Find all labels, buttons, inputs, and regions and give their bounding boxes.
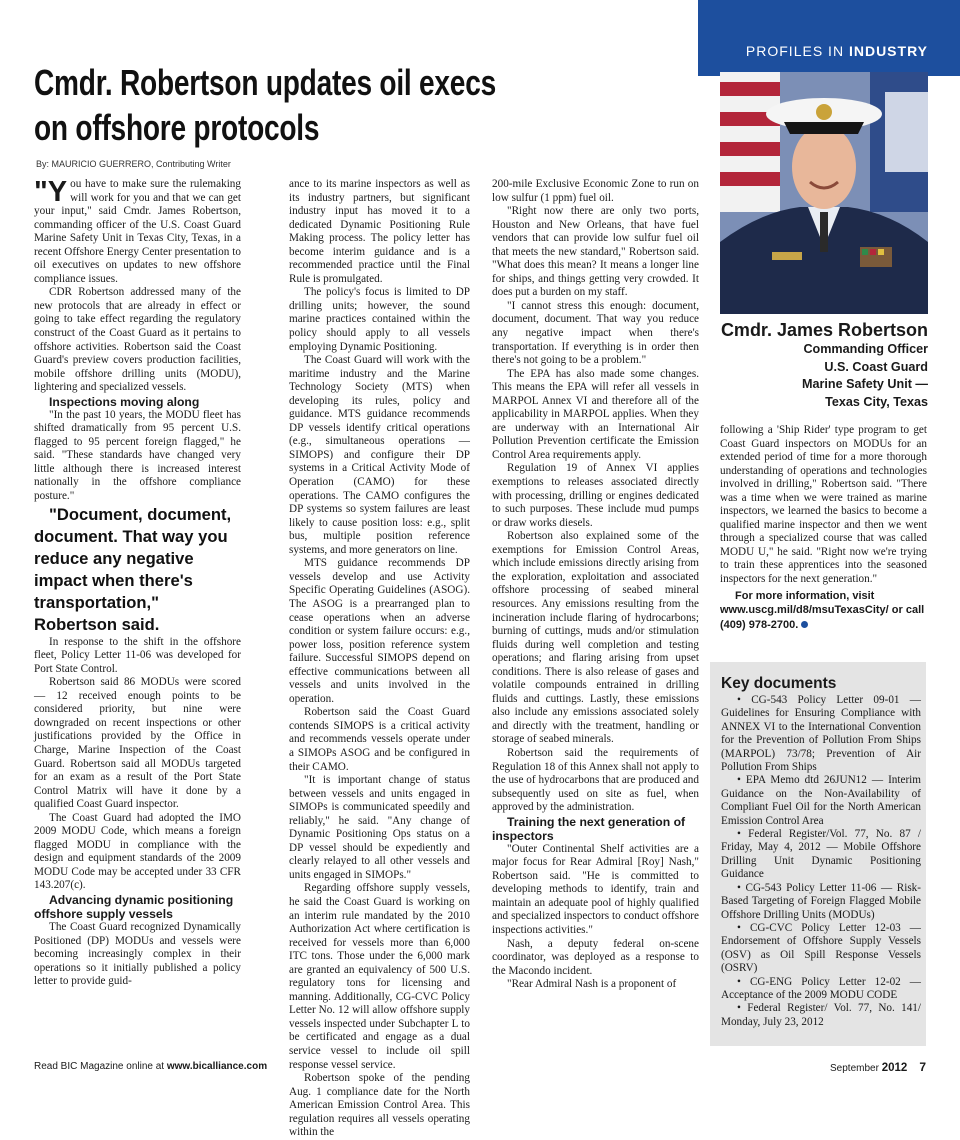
subheading: Training the next generation of inspectors (492, 814, 686, 843)
paragraph: "Outer Continental Shelf activities are a major focus for Rear Admiral [Roy] Nash," Robertson said. "He is committed to developing methods to identify, train and maintain an adequate pool of highly qualified and specialized inspectors to conduct offshore inspections activities." (492, 842, 699, 936)
paragraph: In response to the shift in the offshore fleet, Policy Letter 11-06 was developed for Port State Control. (34, 635, 241, 675)
paragraph: The Coast Guard had adopted the IMO 2009 MODU Code, which means a foreign flagged MODU in compliance with the design and equipment standards of the 2009 MODU Code may be accepted under 33 CFR 143.207(c). (34, 811, 241, 892)
key-document-item: • EPA Memo dtd 26JUN12 — Interim Guidance on the Non-Availability of Compliant Fuel Oil for the North American Emission Control Area (721, 774, 921, 827)
key-documents-box (710, 662, 926, 1046)
headline: Cmdr. Robertson updates oil execs on offshore protocols (34, 62, 496, 148)
caption-name: Cmdr. James Robertson (720, 320, 928, 340)
subheading: Inspections moving along (49, 394, 200, 409)
paragraph: Regulation 19 of Annex VI applies exemptions to releases associated directly with processing, drilling or engines dedicated to such purposes. These include mud pumps or draw works diesels. (492, 462, 699, 529)
officer-portrait-illustration (720, 72, 928, 314)
paragraph: following a 'Ship Rider' type program to get Coast Guard inspectors on MODUs for an extended period of time for a more thorough understanding of operations and technologies involved in drilling," Robertson said. "There was a time when we were trained as marine inspectors, we learned the basics to become a qualified marine inspector and then we went through a specialized course that was called MODU U," he said. "Right now we're trying to train these apprentices into the seasoned inspectors for the next generation." (720, 424, 927, 586)
paragraph: "It is important change of status between vessels and units engaged in SIMOPs is communicated speedily and reliably," he said. "Any change of Dynamic Positioning Ops status on a DP vessel should be expediently and clearly relayed to all other vessels and units engaged in SIMOPs." (289, 774, 470, 881)
page-number: 7 (919, 1060, 926, 1074)
paragraph: CDR Robertson addressed many of the new protocols that are already in effect or going to take effect regarding the regulatory construct of the Coast Guard as it pertains to offshore activities. Robertson said the Coast Guard's preview covers production facilities, mobile offshore drilling units (MODU), lightering and specialized vessels. (34, 286, 241, 394)
section-label: PROFILES IN INDUSTRY (745, 43, 928, 59)
key-document-item: • CG-543 Policy Letter 09-01 — Guidelines for Ensuring Compliance with ANNEX VI to the International Convention for the Prevention of Pollution From Ships (MARPOL) 73/78; Prevention of Air Pollution From Ships (721, 694, 921, 774)
article-column-3 (492, 178, 699, 992)
footer-website-note: Read BIC Magazine online at www.bicalliance.com (34, 1061, 268, 1072)
paragraph: MTS guidance recommends DP vessels develop and use Activity Specific Operating Guidelines (ASOG). The ASOG is a prearranged plan to cease operations when an adverse condition or system failure occurs: e.g., power loss, position reference system failure. Successful SIMOPS depend on effective communications between all vessels and units involved in the operation. (289, 557, 470, 705)
article-column-1 (34, 178, 241, 989)
key-document-item: • CG-543 Policy Letter 11-06 — Risk-Based Targeting of Foreign Flagged Mobile Offshore Drilling Units (MODUs) (721, 881, 921, 921)
paragraph: "In the past 10 years, the MODU fleet has shifted dramatically from 95 percent U.S. flagged to 95 percent foreign flagged," he said. "These standards have changed very little although there is increased interest nationally in the offshore compliance posture." (34, 408, 241, 503)
caption-title: Commanding Officer (803, 342, 928, 356)
photo-caption (720, 319, 928, 411)
paragraph: Robertson also explained some of the exemptions for Emission Control Areas, which include emissions directly arising from the exploration, exploitation and associated offshore processing of seabed mineral resources. Any emissions resulting from the incineration include flaring of hydrocarbons; burning of cuttings, muds and/or stimulation fluids during well completion and testing operations; and flaring arising from upset conditions. There is also release of gases and volatile compounds entrained in drilling fluids and cuttings. Lastly, these emissions also include any emissions associated solely and directly with the treatment, handling or storage of seabed minerals. (492, 530, 699, 746)
paragraph: Robertson said the requirements of Regulation 18 of this Annex shall not apply to the use of hydrocarbons that are produced and subsequently used on site as fuel, when approved by the administration. (492, 746, 699, 814)
paragraph: "I cannot stress this enough: document, document, document. That way you reduce any negative impact when there's transportation. If everything is in order then there's not going to be a problem." (492, 299, 699, 367)
paragraph: The policy's focus is limited to DP drilling units; however, the sound marine practices contained within the policy should apply to all vessels employing Dynamic Positioning. (289, 286, 470, 353)
paragraph: Robertson said the Coast Guard contends SIMOPS is a critical activity and recommends vessels operate under a SIMOPs ASOG and be configured in their CAMO. (289, 706, 470, 773)
caption-title: Texas City, Texas (825, 394, 928, 409)
article-column-4 (720, 424, 927, 632)
paragraph: Nash, a deputy federal on-scene coordinator, was deployed as a response to the Macondo incident. (492, 937, 699, 977)
drop-cap: "Y (34, 176, 68, 208)
paragraph: The Coast Guard recognized Dynamically Positioned (DP) MODUs and vessels were becoming increasingly complex in their operations so it initially published a policy letter to provide guid- (34, 920, 241, 988)
key-documents-title: Key documents (721, 675, 837, 692)
pull-quote: "Document, document, document. That way you reduce any negative impact when there's transportation," Robertson said. (34, 504, 232, 634)
caption-title: Marine Safety Unit — (802, 377, 928, 391)
paragraph: "Rear Admiral Nash is a proponent of (507, 978, 677, 991)
key-document-item: • Federal Register/ Vol. 77, No. 141/ Monday, July 23, 2012 (721, 1002, 921, 1028)
paragraph: "You have to make sure the rulemaking will work for you and that we can get your input," said Cmdr. James Robertson, commanding officer of the U.S. Coast Guard Marine Safety Unit in Texas City, Texas, in a recent Offshore Energy Center presentation to oil executives on updates to new offshore compliance issues. (34, 176, 241, 285)
paragraph: The EPA has also made some changes. This means the EPA will refer all vessels in MARPOL Annex VI and therefore all of the applicability in MARPOL applies. When they are underway with an International Air Pollution Prevention certificate the Emission Control Area requirements apply. (492, 367, 699, 461)
end-mark-icon (801, 621, 808, 628)
section-banner (698, 0, 960, 76)
key-document-item: • CG-CVC Policy Letter 12-03 — Endorsement of Offshore Supply Vessels (OSV) as Oil Spill Response Vessels (OSRV) (721, 921, 921, 975)
paragraph: 200-mile Exclusive Economic Zone to run on low sulfur (1 ppm) fuel oil. (492, 178, 699, 204)
paragraph: The Coast Guard will work with the maritime industry and the Marine Technology Society (MTS) when developing its rules, policy and guidance. MTS guidance recommends DP vessels identify critical operations (e.g., simultaneous operations — SIMOPS) and configure their DP systems in a Critical Activity Mode of Operation (CAMO) for these operations. The CAMO configures the DP systems so system failures are least likely to cause position loss: e.g., split bus, multiple position reference systems, and more generators on line. (289, 354, 470, 556)
paragraph: "Right now there are only two ports, Houston and New Orleans, that have fuel vendors that can provide low sulfur fuel oil that meets the new standard," Robertson said. "What does this mean? It means a longer line for ships, and things getting very crowded. It does put a burden on my staff. (492, 205, 699, 299)
more-info: For more information, visit www.uscg.mil/d8/msuTexasCity/ or call (409) 978-2700. (720, 589, 925, 631)
paragraph: Robertson spoke of the pending Aug. 1 compliance date for the North American Emission Control Area. This regulation requires all vessels operating within the (289, 1072, 470, 1139)
footer-issue-info: September 2012 7 (830, 1060, 926, 1074)
paragraph: Regarding offshore supply vessels, he said the Coast Guard is working on an interim rule mandated by the 2010 Authorization Act where certification is received for vessels more than 6,000 ITC tons. Those under the 6,000 mark are granted an equivalency of 500 U.S. regulatory tons for licensing and manning. Additionally, CG-CVC Policy Letter No. 12 will allow offshore supply vessels inspected under Subchapter L to be certificated and engage as a dual service vessel to include oil spill response vessel service. (289, 882, 470, 1071)
byline: By: MAURICIO GUERRERO, Contributing Writer (36, 159, 231, 169)
key-document-item: • CG-ENG Policy Letter 12-02 — Acceptance of the 2009 MODU CODE (721, 975, 921, 1001)
article-column-2 (289, 178, 470, 1140)
key-document-item: • Federal Register/Vol. 77, No. 87 / Friday, May 4, 2012 — Mobile Offshore Drilling Unit Dynamic Positioning Guidance (721, 828, 921, 881)
subheading: Advancing dynamic positioning offshore supply vessels (34, 892, 234, 921)
caption-title: U.S. Coast Guard (824, 359, 928, 374)
website-link[interactable]: www.bicalliance.com (166, 1061, 268, 1072)
paragraph: ance to its marine inspectors as well as its industry partners, but significant industry input has moved it to a dedicated Dynamic Positioning Rule Making process. The policy letter has become interim guidance and is a recommended practice until the Final Rule is promulgated. (289, 178, 470, 285)
officer-portrait-photo (720, 72, 928, 314)
paragraph: Robertson said 86 MODUs were scored — 12 received enough points to be considered priority, but nine were downgraded on recent inspections or other justifications provided by the Office in Charge, Marine Inspection of the Coast Guard. Robertson said all MODUs targeted for an exam as a result of the Port State Control Matrix will have it done by a qualified Coast Guard inspector. (34, 676, 241, 811)
